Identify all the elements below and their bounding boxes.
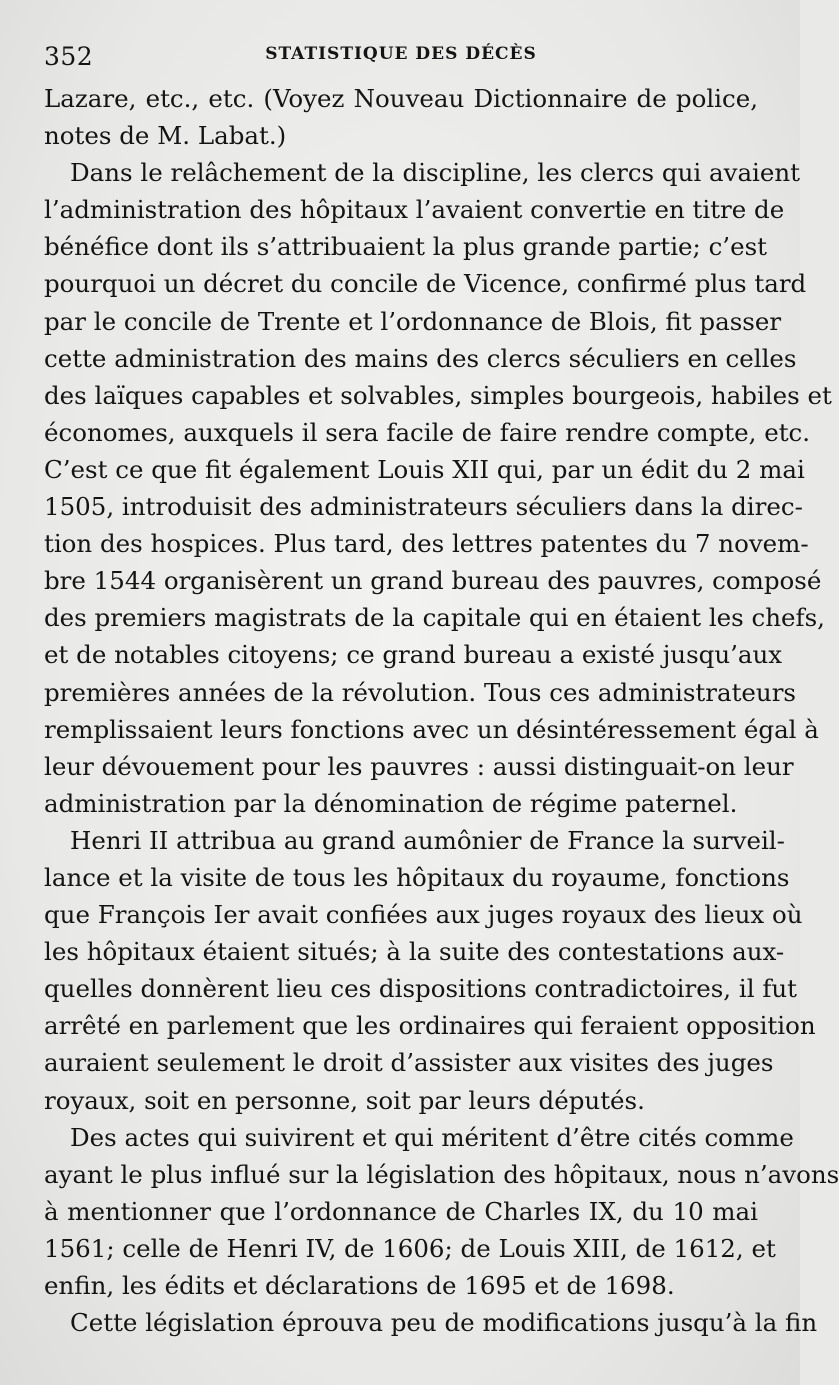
text-line: des laïques capables et solvables, simples bourgeois, habiles et bbox=[44, 380, 832, 410]
text-line: ayant le plus influé sur la législation des hôpitaux, nous n’avons bbox=[44, 1159, 839, 1189]
text-line: bénéfice dont ils s’attribuaient la plus grande partie; c’est bbox=[44, 232, 768, 262]
text-line: 1561; celle de Henri IV, de 1606; de Louis XIII, de 1612, et bbox=[44, 1233, 776, 1263]
text-line: par le concile de Trente et l’ordonnance de Blois, fit passer bbox=[44, 306, 782, 336]
text-line: Des actes qui suivirent et qui méritent d’être cités comme bbox=[70, 1122, 794, 1152]
text-line: royaux, soit en personne, soit par leurs députés. bbox=[44, 1085, 645, 1115]
text-line: des premiers magistrats de la capitale qui en étaient les chefs, bbox=[44, 603, 825, 633]
page-number: 352 bbox=[44, 42, 94, 71]
text-line: Lazare, etc., etc. (Voyez Nouveau Dictionnaire de police, bbox=[44, 84, 758, 113]
text-line: administration par la dénomination de régime paternel. bbox=[44, 788, 738, 818]
text-line: l’administration des hôpitaux l’avaient convertie en titre de bbox=[44, 195, 785, 225]
text-line: arrêté en parlement que les ordinaires qui feraient opposition bbox=[44, 1011, 816, 1041]
text-line: leur dévouement pour les pauvres : aussi distinguait-on leur bbox=[44, 751, 794, 781]
body-text bbox=[44, 80, 839, 1341]
text-line: cette administration des mains des clercs séculiers en celles bbox=[44, 343, 797, 373]
text-line: notes de M. Labat.) bbox=[44, 121, 287, 151]
text-line: Henri II attribua au grand aumônier de France la surveil- bbox=[70, 825, 785, 855]
text-line: tion des hospices. Plus tard, des lettres patentes du 7 novem- bbox=[44, 529, 809, 559]
text-line: auraient seulement le droit d’assister aux visites des juges bbox=[44, 1048, 774, 1078]
text-line: 1505, introduisit des administrateurs séculiers dans la direc- bbox=[44, 492, 803, 522]
text-line: Cette législation éprouva peu de modifications jusqu’à la fin bbox=[70, 1308, 818, 1338]
text-line: C’est ce que fit également Louis XII qui, par un édit du 2 mai bbox=[44, 454, 805, 484]
text-line: lance et la visite de tous les hôpitaux du royaume, fonctions bbox=[44, 862, 790, 892]
text-line: enfin, les édits et déclarations de 1695 et de 1698. bbox=[44, 1271, 675, 1300]
text-line: bre 1544 organisèrent un grand bureau des pauvres, composé bbox=[44, 566, 822, 596]
text-line: pourquoi un décret du concile de Vicence, confirmé plus tard bbox=[44, 269, 807, 299]
text-line: et de notables citoyens; ce grand bureau a existé jusqu’aux bbox=[44, 640, 783, 670]
text-line: Dans le relâchement de la discipline, les clercs qui avaient bbox=[70, 158, 801, 188]
text-line: les hôpitaux étaient situés; à la suite des contestations aux- bbox=[44, 937, 785, 967]
text-line: que François Ier avait confiées aux juges royaux des lieux où bbox=[44, 900, 803, 930]
text-line: remplissaient leurs fonctions avec un désintéressement égal à bbox=[44, 714, 819, 744]
running-head: STATISTIQUE DES DÉCÈS bbox=[265, 44, 537, 64]
text-line: économes, auxquels il sera facile de faire rendre compte, etc. bbox=[44, 417, 811, 447]
page-header bbox=[44, 36, 758, 76]
text-line: premières années de la révolution. Tous ces administrateurs bbox=[44, 677, 796, 707]
text-line: à mentionner que l’ordonnance de Charles IX, du 10 mai bbox=[44, 1196, 758, 1226]
text-line: quelles donnèrent lieu ces dispositions contradictoires, il fut bbox=[44, 974, 798, 1004]
